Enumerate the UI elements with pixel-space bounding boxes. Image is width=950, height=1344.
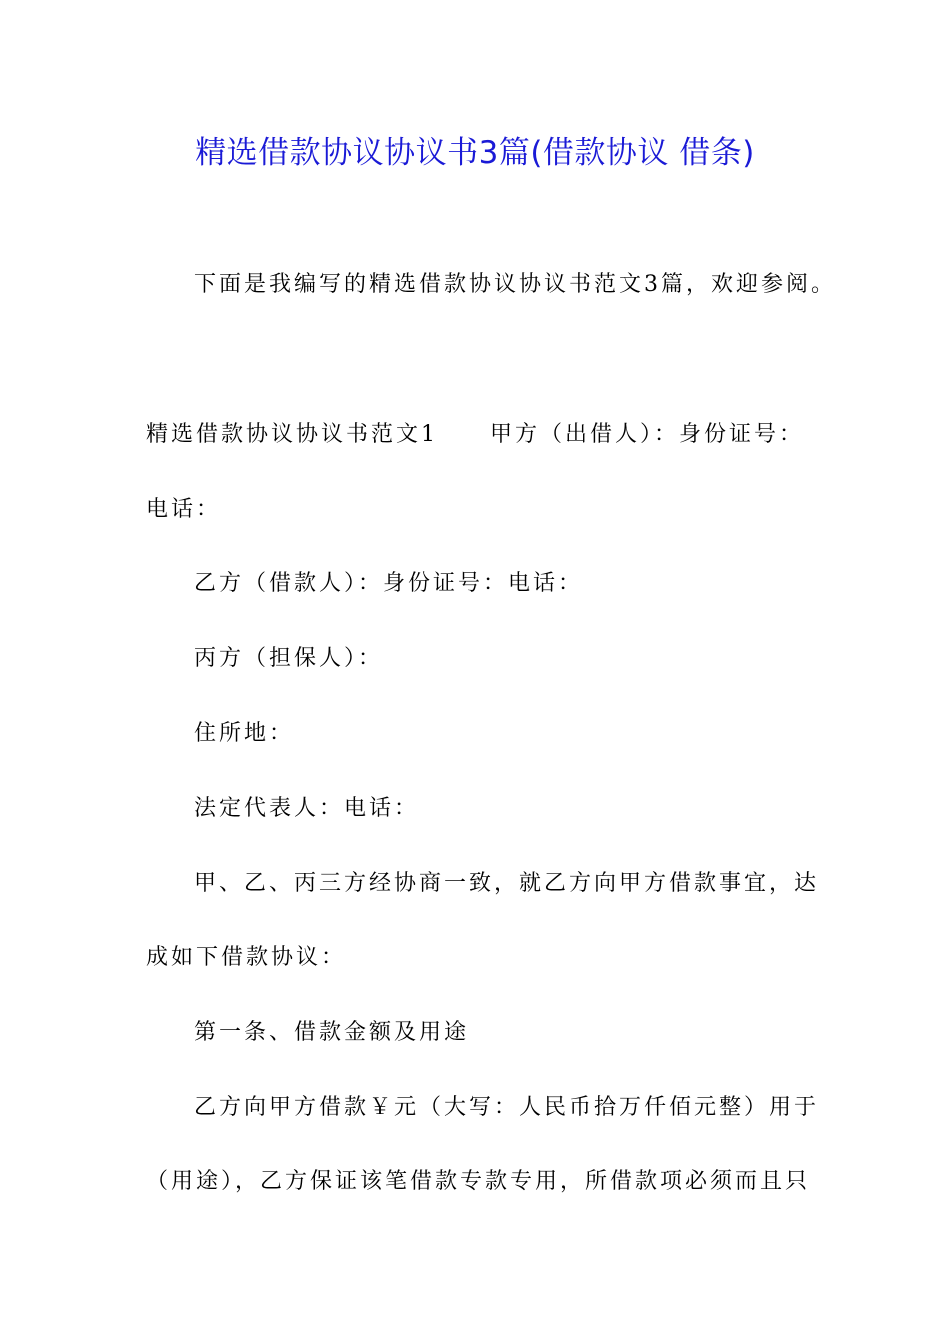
document-title: 精选借款协议协议书3篇(借款协议 借条)	[195, 135, 755, 171]
agreement-paragraph-line-1: 甲、乙、丙三方经协商一致，就乙方向甲方借款事宜，达	[194, 871, 820, 896]
agreement-paragraph-line-2: 成如下借款协议：	[146, 945, 347, 970]
intro-paragraph: 下面是我编写的精选借款协议协议书范文3篇，欢迎参阅。	[194, 272, 836, 297]
party-c-line: 丙方（担保人）：	[194, 646, 384, 671]
section-heading: 精选借款协议协议书范文1	[146, 422, 438, 447]
address-line: 住所地：	[194, 721, 295, 746]
legal-rep-line: 法定代表人：电话：	[194, 796, 420, 821]
article-1-paragraph-line-2: （用途），乙方保证该笔借款专款专用，所借款项必须而且只	[146, 1169, 811, 1194]
article-1-heading: 第一条、借款金额及用途	[194, 1020, 470, 1045]
article-1-paragraph-line-1: 乙方向甲方借款￥元（大写：人民币拾万仟佰元整）用于	[194, 1095, 820, 1120]
phone-line: 电话：	[146, 497, 222, 522]
party-a-line: 甲方（出借人）：身份证号：	[490, 422, 805, 447]
section-heading-line	[146, 420, 804, 450]
party-b-line: 乙方（借款人）：身份证号：电话：	[194, 571, 584, 596]
